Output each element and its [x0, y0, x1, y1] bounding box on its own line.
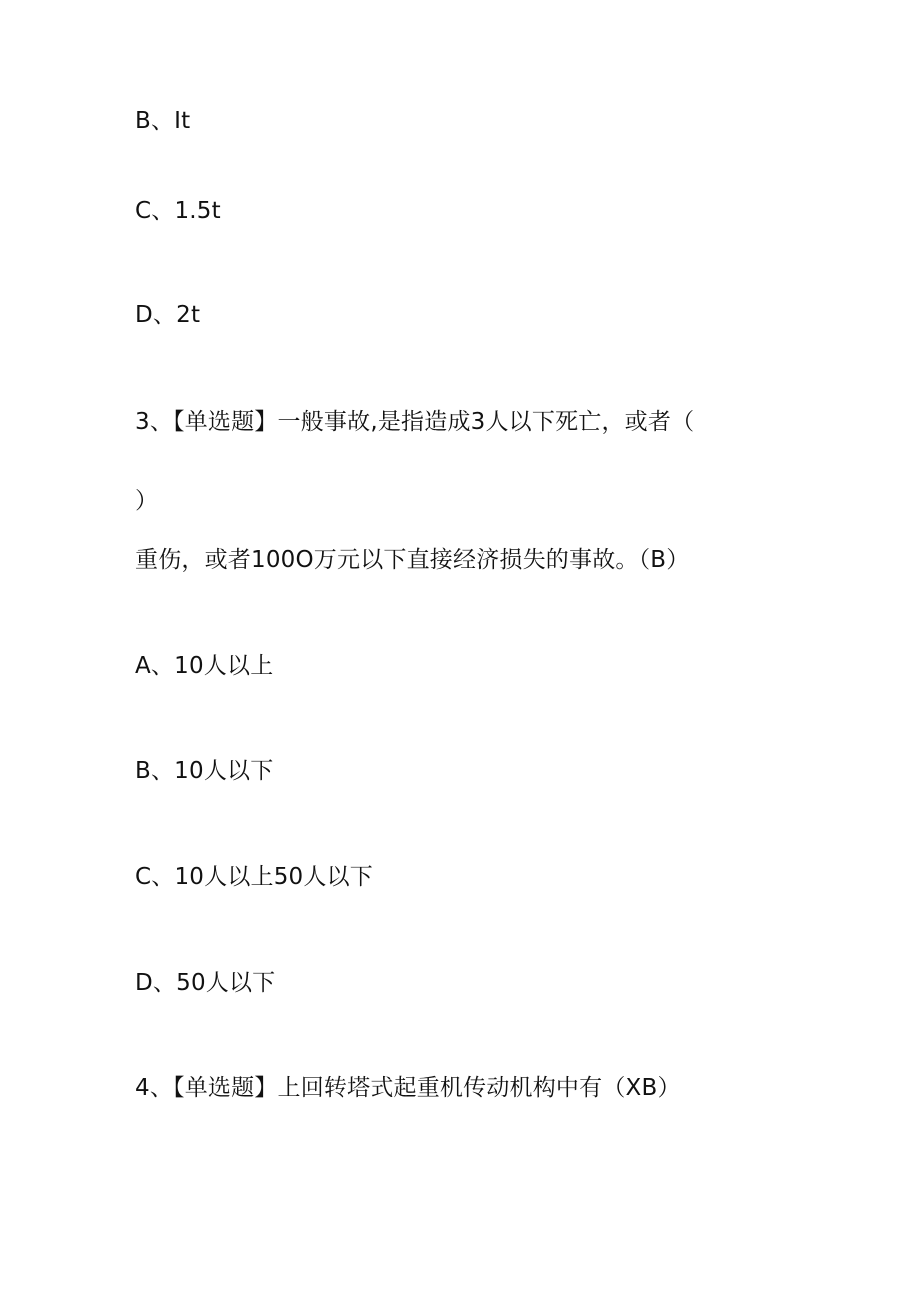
question-3-option-d: D、50人以下 [135, 970, 276, 996]
question-3-option-b: B、10人以下 [135, 758, 274, 784]
question-3-paren: ） [135, 488, 159, 514]
option-b-prev-question: B、It [135, 108, 191, 134]
option-c-prev-question: C、1.5t [135, 198, 221, 224]
question-4-text: 4、【单选题】上回转塔式起重机传动机构中有（XB） [135, 1075, 681, 1101]
question-3-option-c: C、10人以上50人以下 [135, 864, 373, 890]
option-d-prev-question: D、2t [135, 302, 201, 328]
question-3-text: 3、【单选题】一般事故,是指造成3人以下死亡，或者（ [135, 409, 695, 435]
question-3-option-a: A、10人以上 [135, 653, 274, 679]
question-3-continuation: 重伤，或者100O万元以下直接经济损失的事故。（B） [135, 547, 690, 573]
